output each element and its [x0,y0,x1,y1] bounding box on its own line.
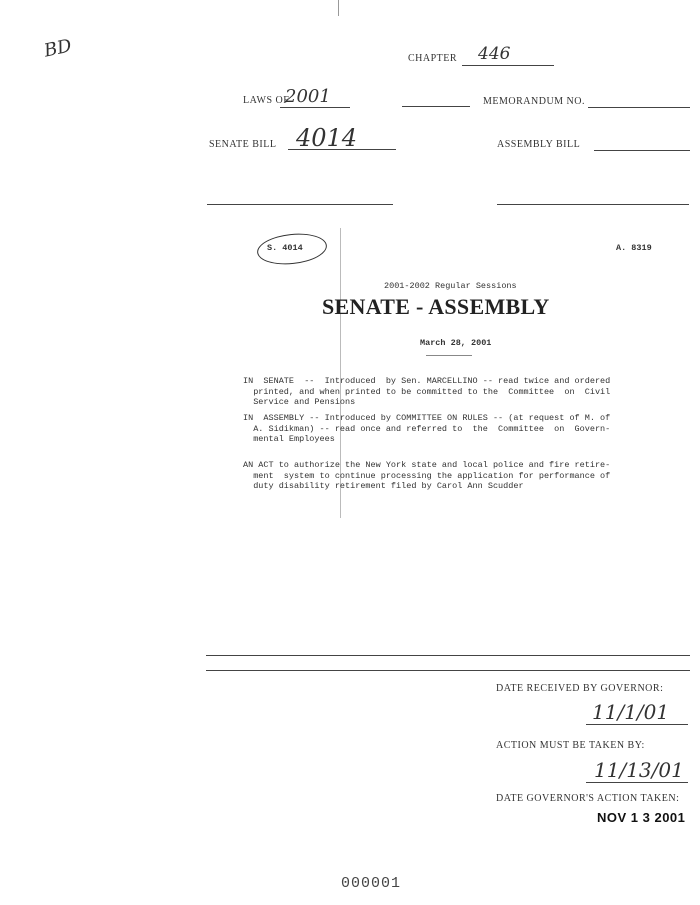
senate-bill-number: 4014 [296,124,358,152]
action-by-value: 11/13/01 [594,758,684,782]
senate-intro-line: printed, and when printed to be committed to the Committee on Civil [243,386,611,397]
senate-introduction [243,376,610,408]
act-description [243,460,610,492]
date-received-underline [586,724,688,725]
memorandum-underline [588,107,690,108]
laws-underline [280,107,350,108]
act-line: AN ACT to authorize the New York state and local police and fire retire- [243,460,611,470]
corner-initials: BD [42,35,74,62]
separator-right [497,204,689,205]
separator-left [207,204,393,205]
assembly-intro-line: A. Sidikman) -- read once and referred to the Committee on Govern- [243,423,611,434]
date-underline [426,355,472,356]
date-received-label: DATE RECEIVED BY GOVERNOR: [496,683,664,694]
assembly-bill-label: ASSEMBLY BILL [497,139,581,150]
senate-number: S. 4014 [267,243,303,253]
blank-line [402,106,470,107]
scan-mark [338,0,339,16]
senate-bill-underline [288,149,396,150]
action-by-label: ACTION MUST BE TAKEN BY: [496,740,645,751]
act-line: duty disability retirement filed by Carol Ann Scudder [243,481,524,491]
bill-title: SENATE - ASSEMBLY [322,294,550,319]
bottom-separator-2 [206,670,690,671]
laws-of-year: 2001 [285,86,331,107]
assembly-intro-line: mental Employees [243,434,335,444]
assembly-bill-underline [594,150,690,151]
assembly-number: A. 8319 [616,243,652,253]
bottom-separator-1 [206,655,690,656]
action-by-underline [586,782,688,783]
senate-intro-line: Service and Pensions [243,397,356,407]
senate-intro-line: IN SENATE -- Introduced by Sen. MARCELLINO -- read twice and ordered [243,376,611,386]
chapter-underline [462,65,554,66]
bill-date: March 28, 2001 [420,338,492,348]
senate-bill-label: SENATE BILL [209,139,277,150]
laws-of-label: LAWS OF [243,95,290,106]
action-taken-stamp: NOV 1 3 2001 [597,810,686,825]
chapter-label: CHAPTER [408,53,458,64]
action-taken-label: DATE GOVERNOR'S ACTION TAKEN: [496,793,680,804]
act-line: ment system to continue processing the application for performance of [243,470,611,481]
assembly-introduction [243,413,610,445]
session-text: 2001-2002 Regular Sessions [384,281,517,291]
assembly-intro-line: IN ASSEMBLY -- Introduced by COMMITTEE ON RULES -- (at request of M. of [243,413,611,423]
date-received-value: 11/1/01 [592,700,670,724]
page-number: 000001 [341,875,402,892]
memorandum-label: MEMORANDUM NO. [483,96,586,107]
chapter-number: 446 [478,44,511,64]
